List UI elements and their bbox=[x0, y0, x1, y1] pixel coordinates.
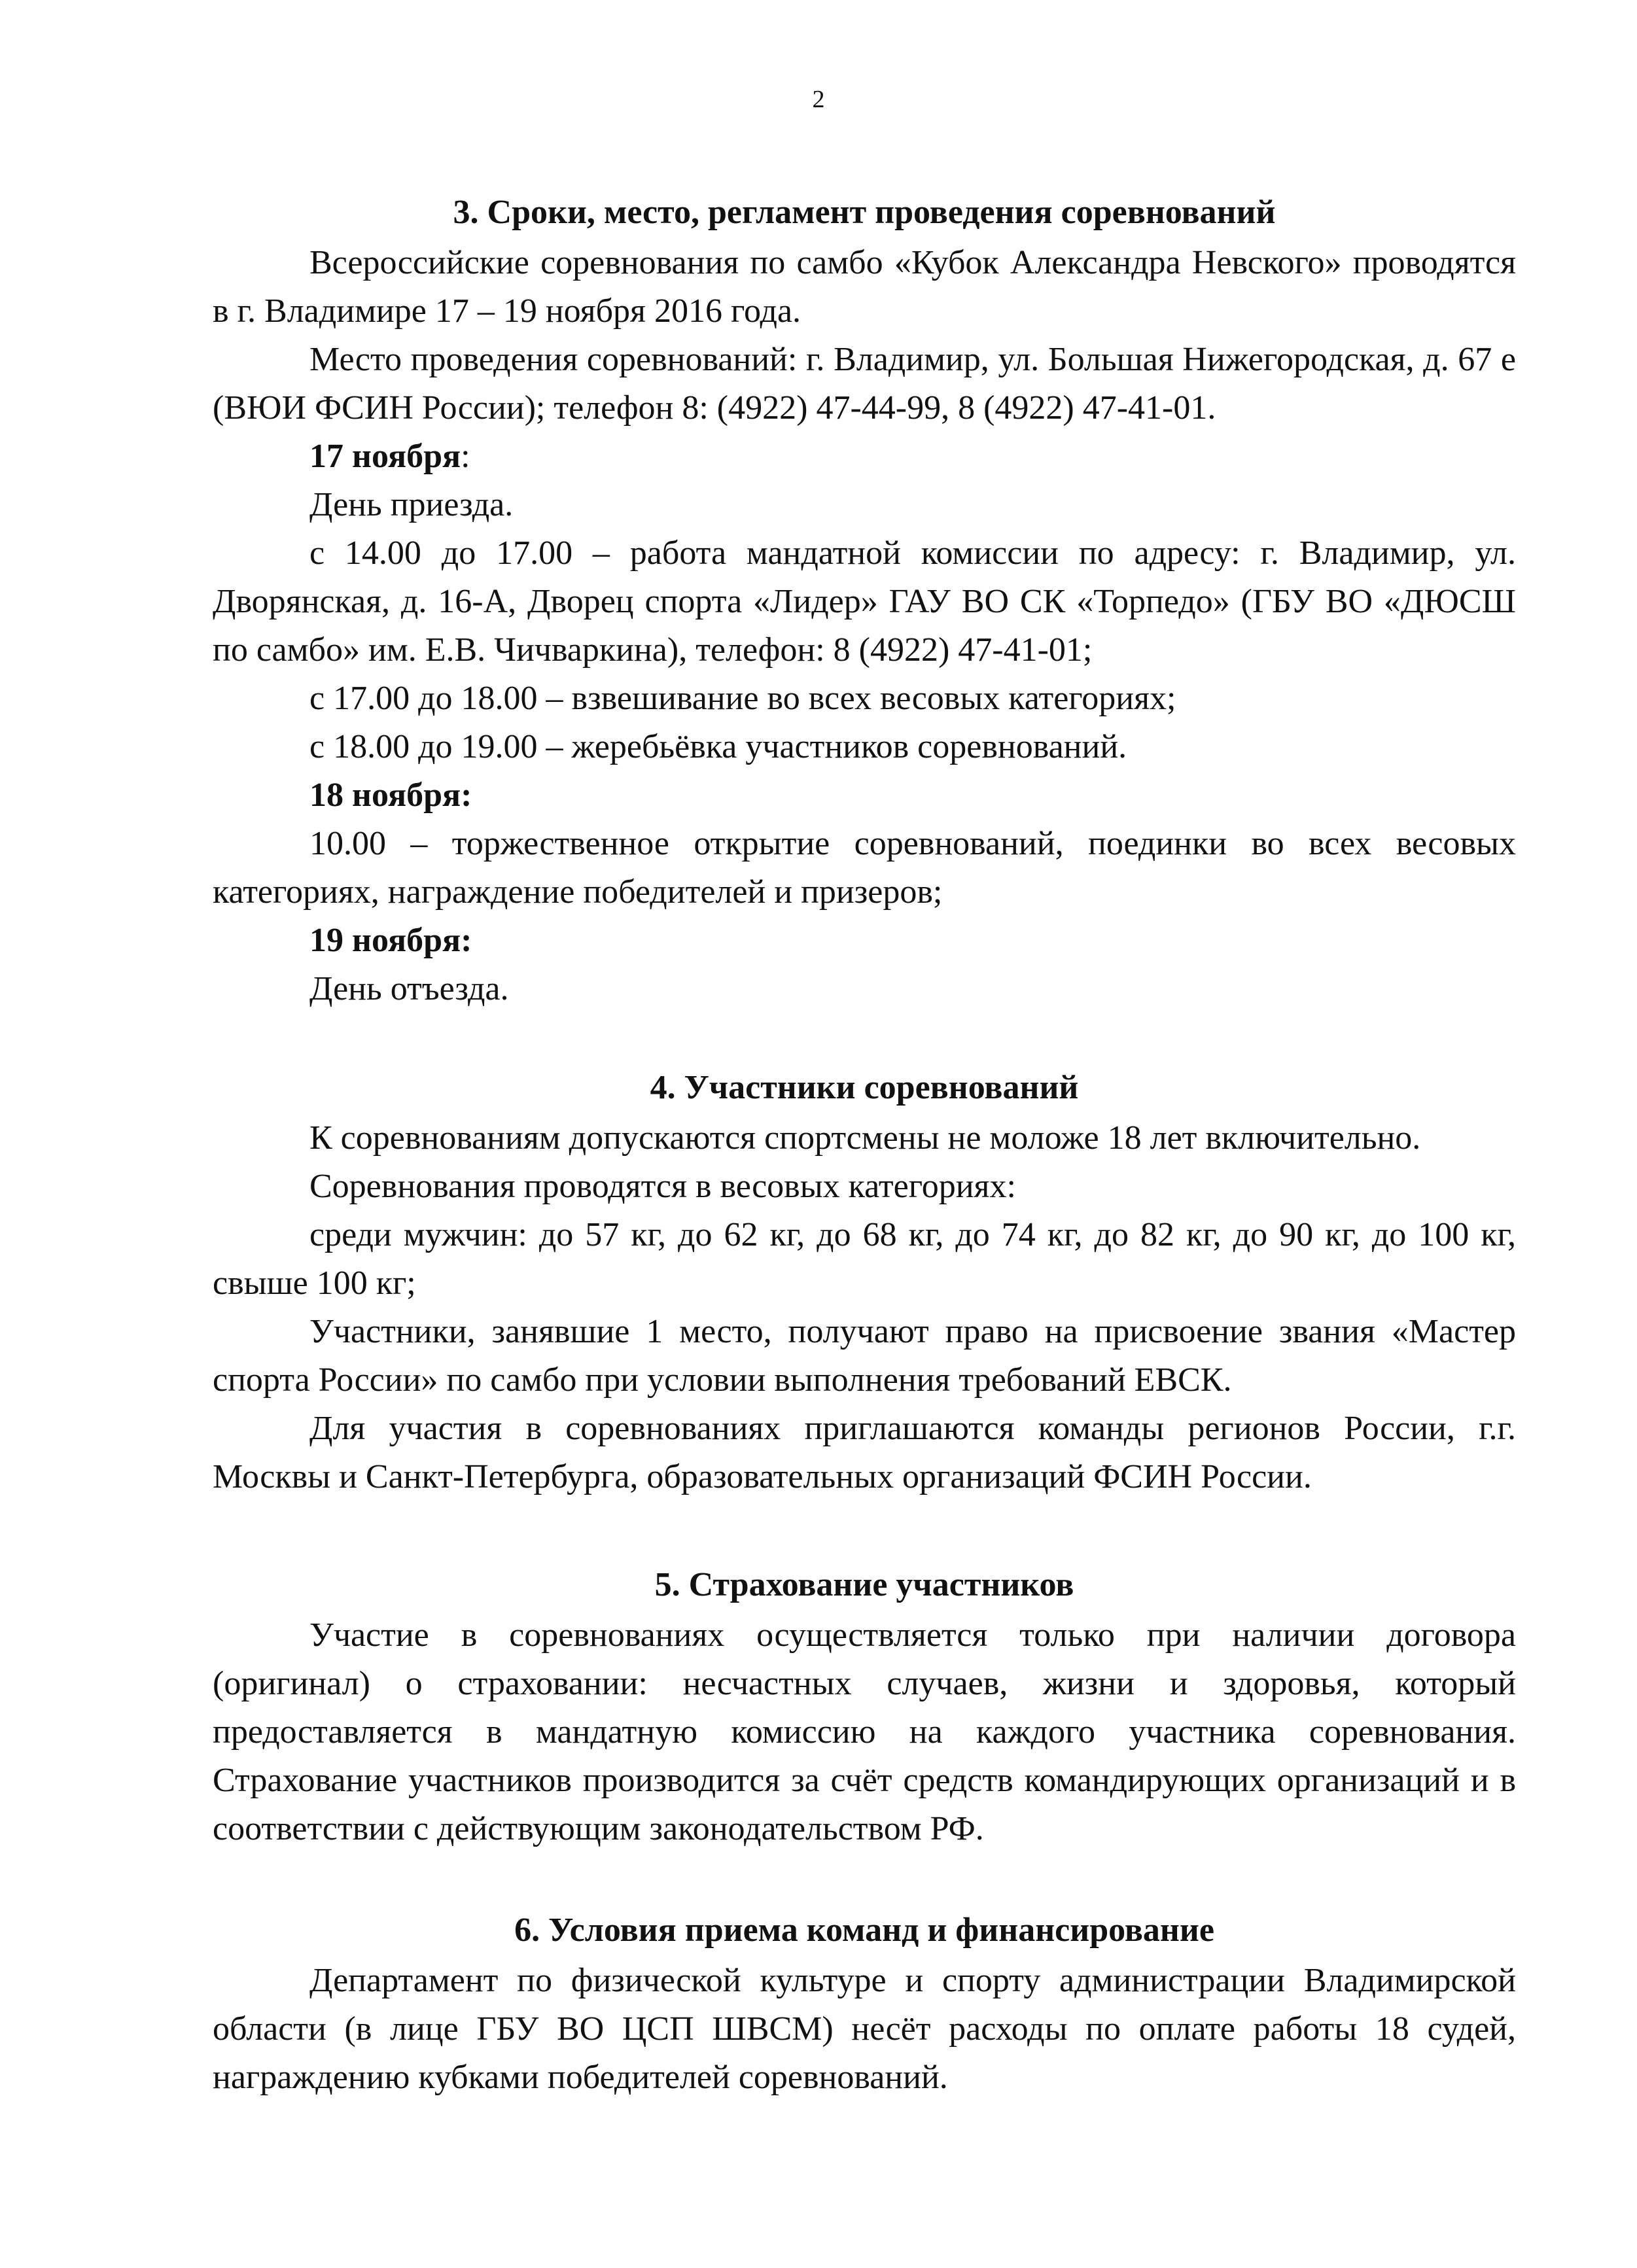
section-4-title: 4. Участники соревнований bbox=[650, 1069, 1079, 1106]
section-5-title: 5. Страхование участников bbox=[654, 1566, 1074, 1603]
section-4-paragraph-4: Участники, занявшие 1 место, получают право на присвоение звания «Мастер спорта России» по самбо при условии выполнения требований ЕВСК. bbox=[213, 1313, 1516, 1399]
section-4-paragraph-1: К соревнованиям допускаются спортсмены не моложе 18 лет включительно. bbox=[309, 1119, 1421, 1157]
section-5-paragraph-1: Участие в соревнованиях осуществляется только при наличии договора (оригинал) о страховании: несчастных случаев, жизни и здоровья, который предоставляется в мандатную комиссию на каждого участника соревнования. Страхование участников производится за счёт средств командирующих организаций и в соответствии с действующим законодательством РФ. bbox=[213, 1616, 1516, 1847]
section-3-paragraph-1: Всероссийские соревнования по самбо «Кубок Александра Невского» проводятся в г. Владимире 17 – 19 ноября 2016 года. bbox=[213, 244, 1516, 330]
weigh-in-text: с 17.00 до 18.00 – взвешивание во всех весовых категориях; bbox=[309, 680, 1176, 717]
section-6-title: 6. Условия приема команд и финансирование bbox=[514, 1911, 1214, 1949]
arrival-day-text: День приезда. bbox=[309, 486, 514, 523]
opening-ceremony-text: 10.00 – торжественное открытие соревнований, поединки во всех весовых категориях, награждение победителей и призеров; bbox=[213, 825, 1516, 911]
section-6-paragraph-1: Департамент по физической культуре и спорту администрации Владимирской области (в лице ГБУ ВО ЦСП ШВСМ) несёт расходы по оплате работы 18 судей, награждению кубками победителей соревнований. bbox=[213, 1962, 1516, 2096]
date-17-november: 17 ноября bbox=[309, 438, 461, 475]
departure-day-text: День отъезда. bbox=[309, 970, 509, 1007]
mandate-commission-text: с 14.00 до 17.00 – работа мандатной комиссии по адресу: г. Владимир, ул. Дворянская, д. 16-А, Дворец спорта «Лидер» ГАУ ВО СК «Торпедо» (ГБУ ВО «ДЮСШ по самбо» им. Е.В. Чичваркина), телефон: 8 (4922) 47-41-01; bbox=[213, 534, 1516, 669]
section-3-title: 3. Сроки, место, регламент проведения соревнований bbox=[453, 194, 1276, 231]
draw-text: с 18.00 до 19.00 – жеребьёвка участников соревнований. bbox=[309, 728, 1127, 765]
weight-categories-text: среди мужчин: до 57 кг, до 62 кг, до 68 кг, до 74 кг, до 82 кг, до 90 кг, до 100 кг, свыше 100 кг; bbox=[213, 1216, 1516, 1302]
date-19-november-heading: 19 ноября: bbox=[309, 922, 472, 959]
section-3-paragraph-2: Место проведения соревнований: г. Владимир, ул. Большая Нижегородская, д. 67 е (ВЮИ ФСИН России); телефон 8: (4922) 47-44-99, 8 (4922) 47-41-01. bbox=[213, 341, 1516, 427]
section-4-paragraph-5: Для участия в соревнованиях приглашаются команды регионов России, г.г. Москвы и Санкт-Петербурга, образовательных организаций ФСИН России. bbox=[213, 1410, 1516, 1495]
date-17-november-heading bbox=[213, 432, 1516, 481]
date-18-november-heading: 18 ноября: bbox=[309, 776, 472, 814]
document-body bbox=[213, 186, 1516, 2102]
date-17-colon: : bbox=[461, 438, 470, 475]
section-4-paragraph-2: Соревнования проводятся в весовых категориях: bbox=[309, 1168, 1016, 1205]
page-number: 2 bbox=[812, 86, 825, 113]
